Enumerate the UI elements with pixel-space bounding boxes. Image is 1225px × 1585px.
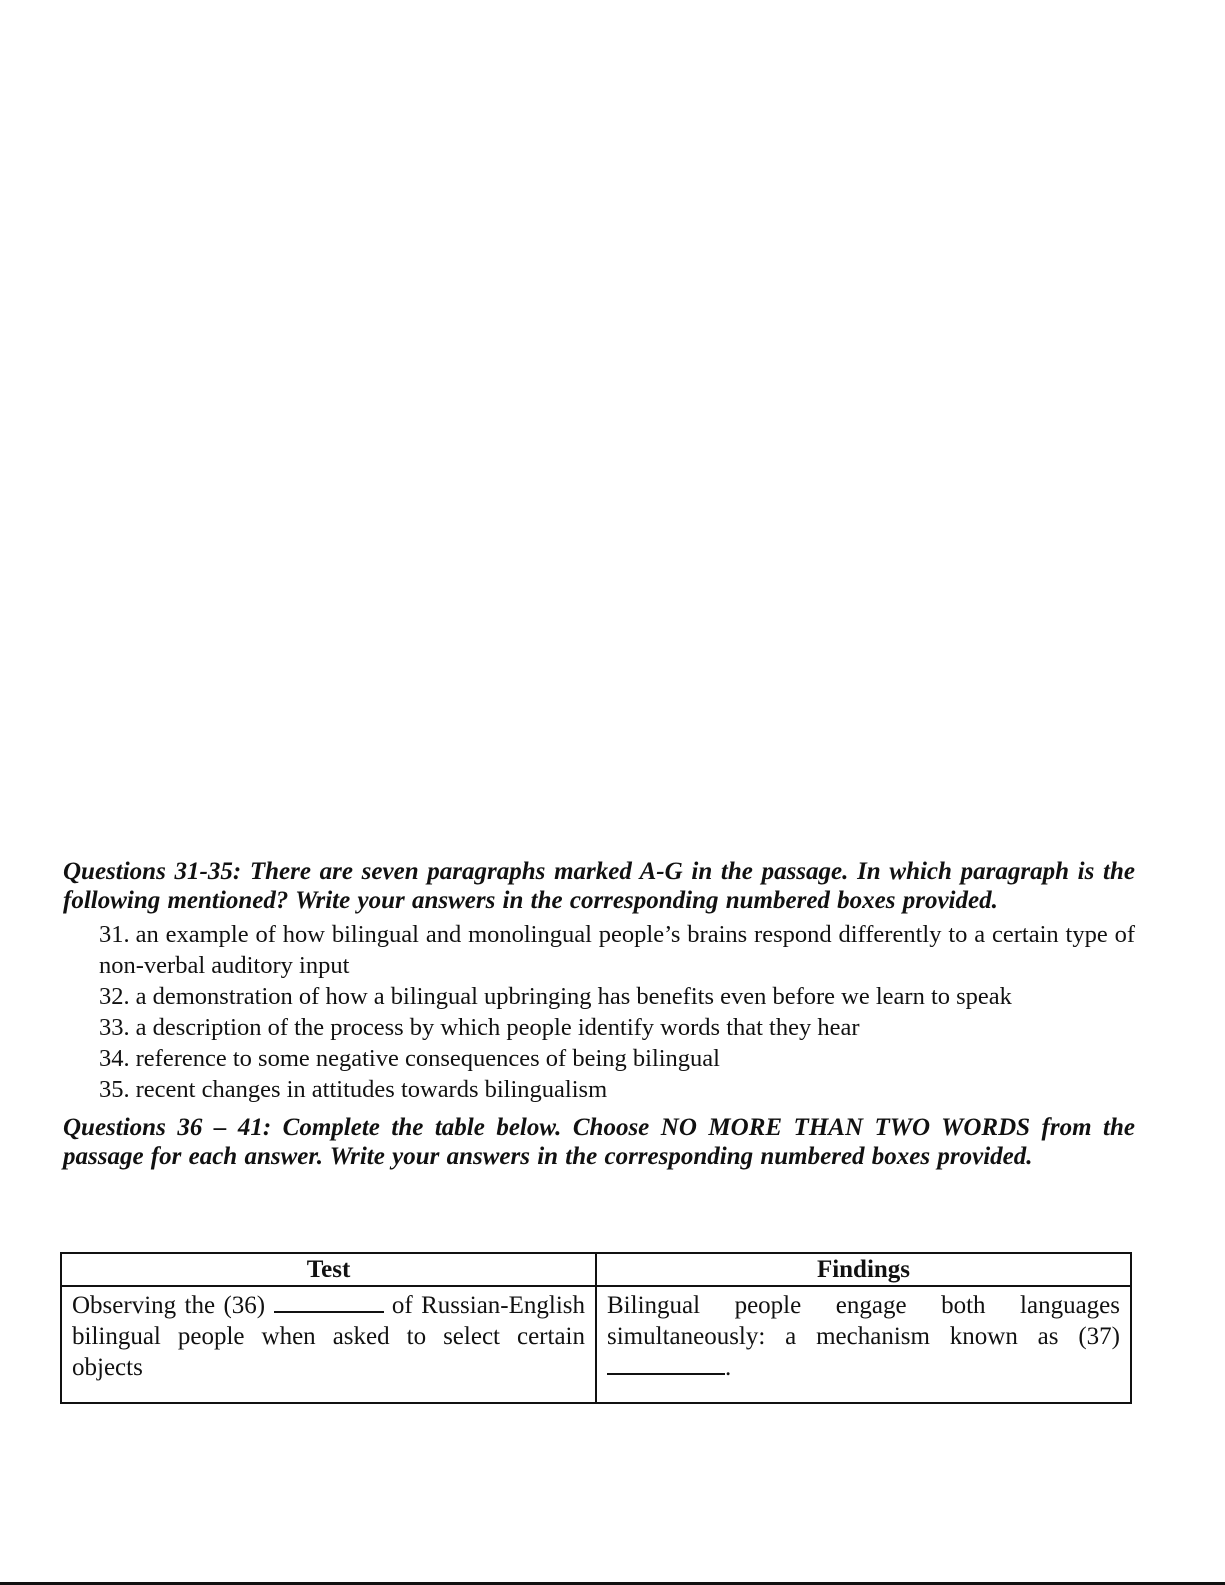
cell-findings-text-before: Bilingual people engage both languages simultaneously: a mechanism known as (37): [607, 1292, 1120, 1350]
table-row: [61, 1286, 1131, 1403]
question-text: a demonstration of how a bilingual upbringing has benefits even before we learn to speak: [135, 983, 1012, 1010]
question-text: an example of how bilingual and monolingual people’s brains respond differently to a certain type of non-verbal auditory input: [99, 921, 1135, 979]
instructions-31-35: Questions 31-35: There are seven paragraphs marked A-G in the passage. In which paragraph is the following mentioned? Write your answers in the corresponding numbered boxes provided.: [63, 858, 1135, 914]
question-item-34: [99, 1043, 1135, 1074]
header-findings: Findings: [596, 1253, 1131, 1286]
question-item-33: [99, 1012, 1135, 1043]
cell-test: [61, 1286, 596, 1403]
question-section: [63, 857, 1135, 1171]
table-header-row: [61, 1253, 1131, 1286]
answer-table: [60, 1252, 1132, 1404]
header-test: Test: [61, 1253, 596, 1286]
question-number: 34.: [99, 1045, 130, 1072]
question-list: [63, 919, 1135, 1105]
cell-findings: [596, 1286, 1131, 1403]
cell-test-text-after: of Russian-English bilingual people when asked to select certain objects: [72, 1292, 586, 1381]
cell-findings-text-after: .: [725, 1354, 732, 1381]
instructions-36-41: Questions 36 – 41: Complete the table below. Choose NO MORE THAN TWO WORDS from the passage for each answer. Write your answers in the corresponding numbered boxes provided.: [63, 1114, 1135, 1170]
question-item-32: [99, 981, 1135, 1012]
answer-blank-36[interactable]: [274, 1291, 384, 1313]
question-item-35: [99, 1074, 1135, 1105]
cell-test-text-before: Observing the (36): [72, 1292, 266, 1319]
question-number: 31.: [99, 921, 130, 948]
question-text: reference to some negative consequences of being bilingual: [135, 1045, 720, 1072]
question-text: recent changes in attitudes towards bilingualism: [135, 1076, 608, 1103]
answer-blank-37[interactable]: [607, 1353, 725, 1375]
question-number: 35.: [99, 1076, 130, 1103]
question-number: 32.: [99, 983, 130, 1010]
question-text: a description of the process by which people identify words that they hear: [135, 1014, 860, 1041]
question-item-31: [99, 919, 1135, 981]
question-number: 33.: [99, 1014, 130, 1041]
